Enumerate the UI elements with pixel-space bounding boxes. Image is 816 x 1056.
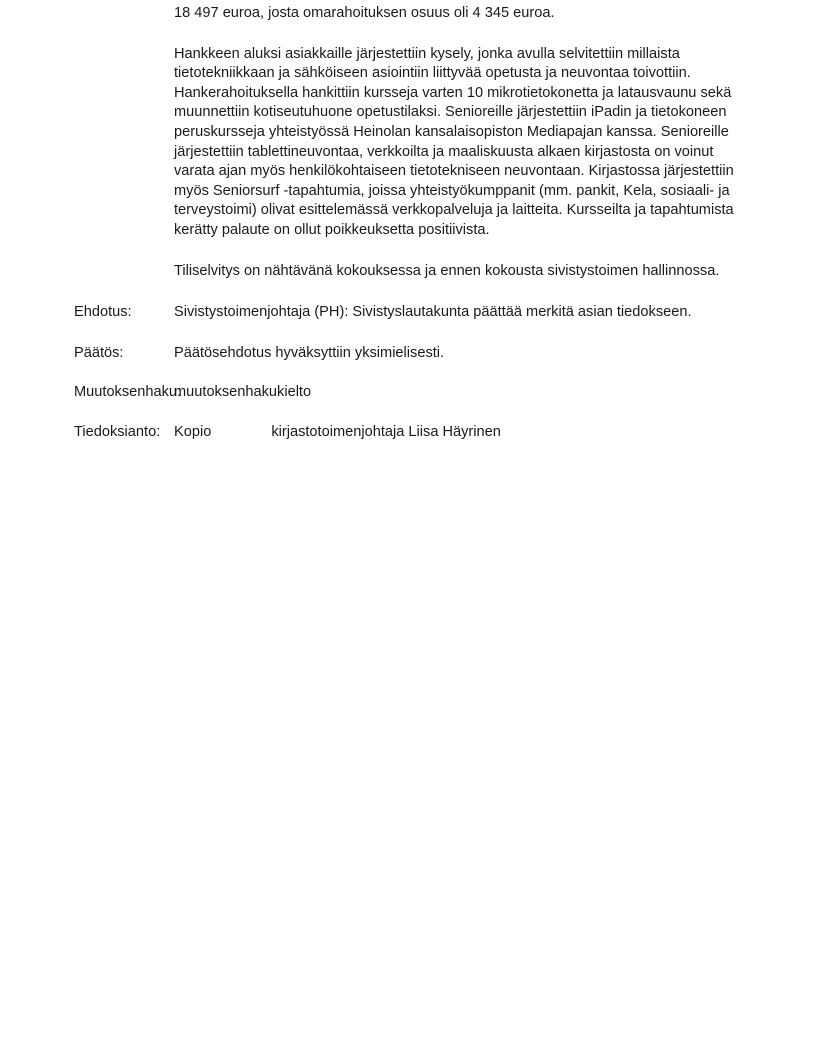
section-row-paatos [0,344,816,364]
section-label-muutoksenhaku: Muutoksenhaku: [74,384,182,401]
section-text-muutoksenhaku [174,383,816,403]
section-label-tiedoksianto: Tiedoksianto: [74,423,161,440]
section-row-tiedoksianto [0,423,816,443]
section-paragraph-muutoksenhaku: muutoksenhakukielto [174,384,312,401]
section-row-ehdotus [0,303,816,323]
section-text-tiedoksianto [174,423,816,443]
section-row-muutoksenhaku [0,383,816,403]
distribution-line [174,423,734,443]
section-label-paatos: Päätös: [74,344,124,361]
paragraph-row-funding [0,4,816,24]
paragraph-text-account [174,262,816,282]
section-text-ehdotus [174,303,816,323]
paragraph-text-project [174,45,816,241]
paragraph-row-account [0,262,816,282]
paragraph-account: Tiliselvitys on nähtävänä kokouksessa ja ennen kokousta sivistystoimen hallinnossa. [174,262,720,279]
paragraph-funding: 18 497 euroa, josta omarahoituksen osuus oli 4 345 euroa. [174,5,555,21]
distribution-recipient: kirjastotoimenjohtaja Liisa Häyrinen [271,423,501,440]
paragraph-project: Hankkeen aluksi asiakkaille järjestettiin kysely, jonka avulla selvitettiin millaista tietotekniikkaan ja sähköiseen asiointiin liittyvää opetusta ja neuvontaa toivottiin. Hankerahoituksella hankittiin kursseja varten 10 mikrotietokonetta ja latausvaunu sekä muunnettiin kotiseutuhuone opetustilaksi. Senioreille järjestettiin iPadin ja tietokoneen peruskursseja yhteistyössä Heinolan kansalaisopiston Mediapajan kanssa. Senioreille järjestettiin tablettineuvontaa, verkkoilta ja maaliskuusta alkaen kirjastosta on voinut varata ajan myös henkilökohtaiseen tietotekniseen neuvontaan. Kirjastossa järjestettiin myös Seniorsurf -tapahtumia, joissa yhteistyökumppanit (mm. pankit, Kela, sosiaali- ja terveystoimi) olivat esittelemässä verkkopalveluja ja laitteita. Kursseilta ja tapahtumista kerätty palaute on ollut poikkeuksetta positiivista. [174,45,734,238]
paragraph-row-project [0,45,816,241]
distribution-type: Kopio [174,423,212,440]
paragraph-text-funding [174,4,816,24]
section-text-paatos [174,344,816,364]
section-paragraph-ehdotus: Sivistystoimenjohtaja (PH): Sivistyslautakunta päättää merkitä asian tiedokseen. [174,304,692,321]
section-paragraph-paatos: Päätösehdotus hyväksyttiin yksimielisesti. [174,344,445,361]
section-label-ehdotus: Ehdotus: [74,304,132,321]
document-body [0,0,816,443]
